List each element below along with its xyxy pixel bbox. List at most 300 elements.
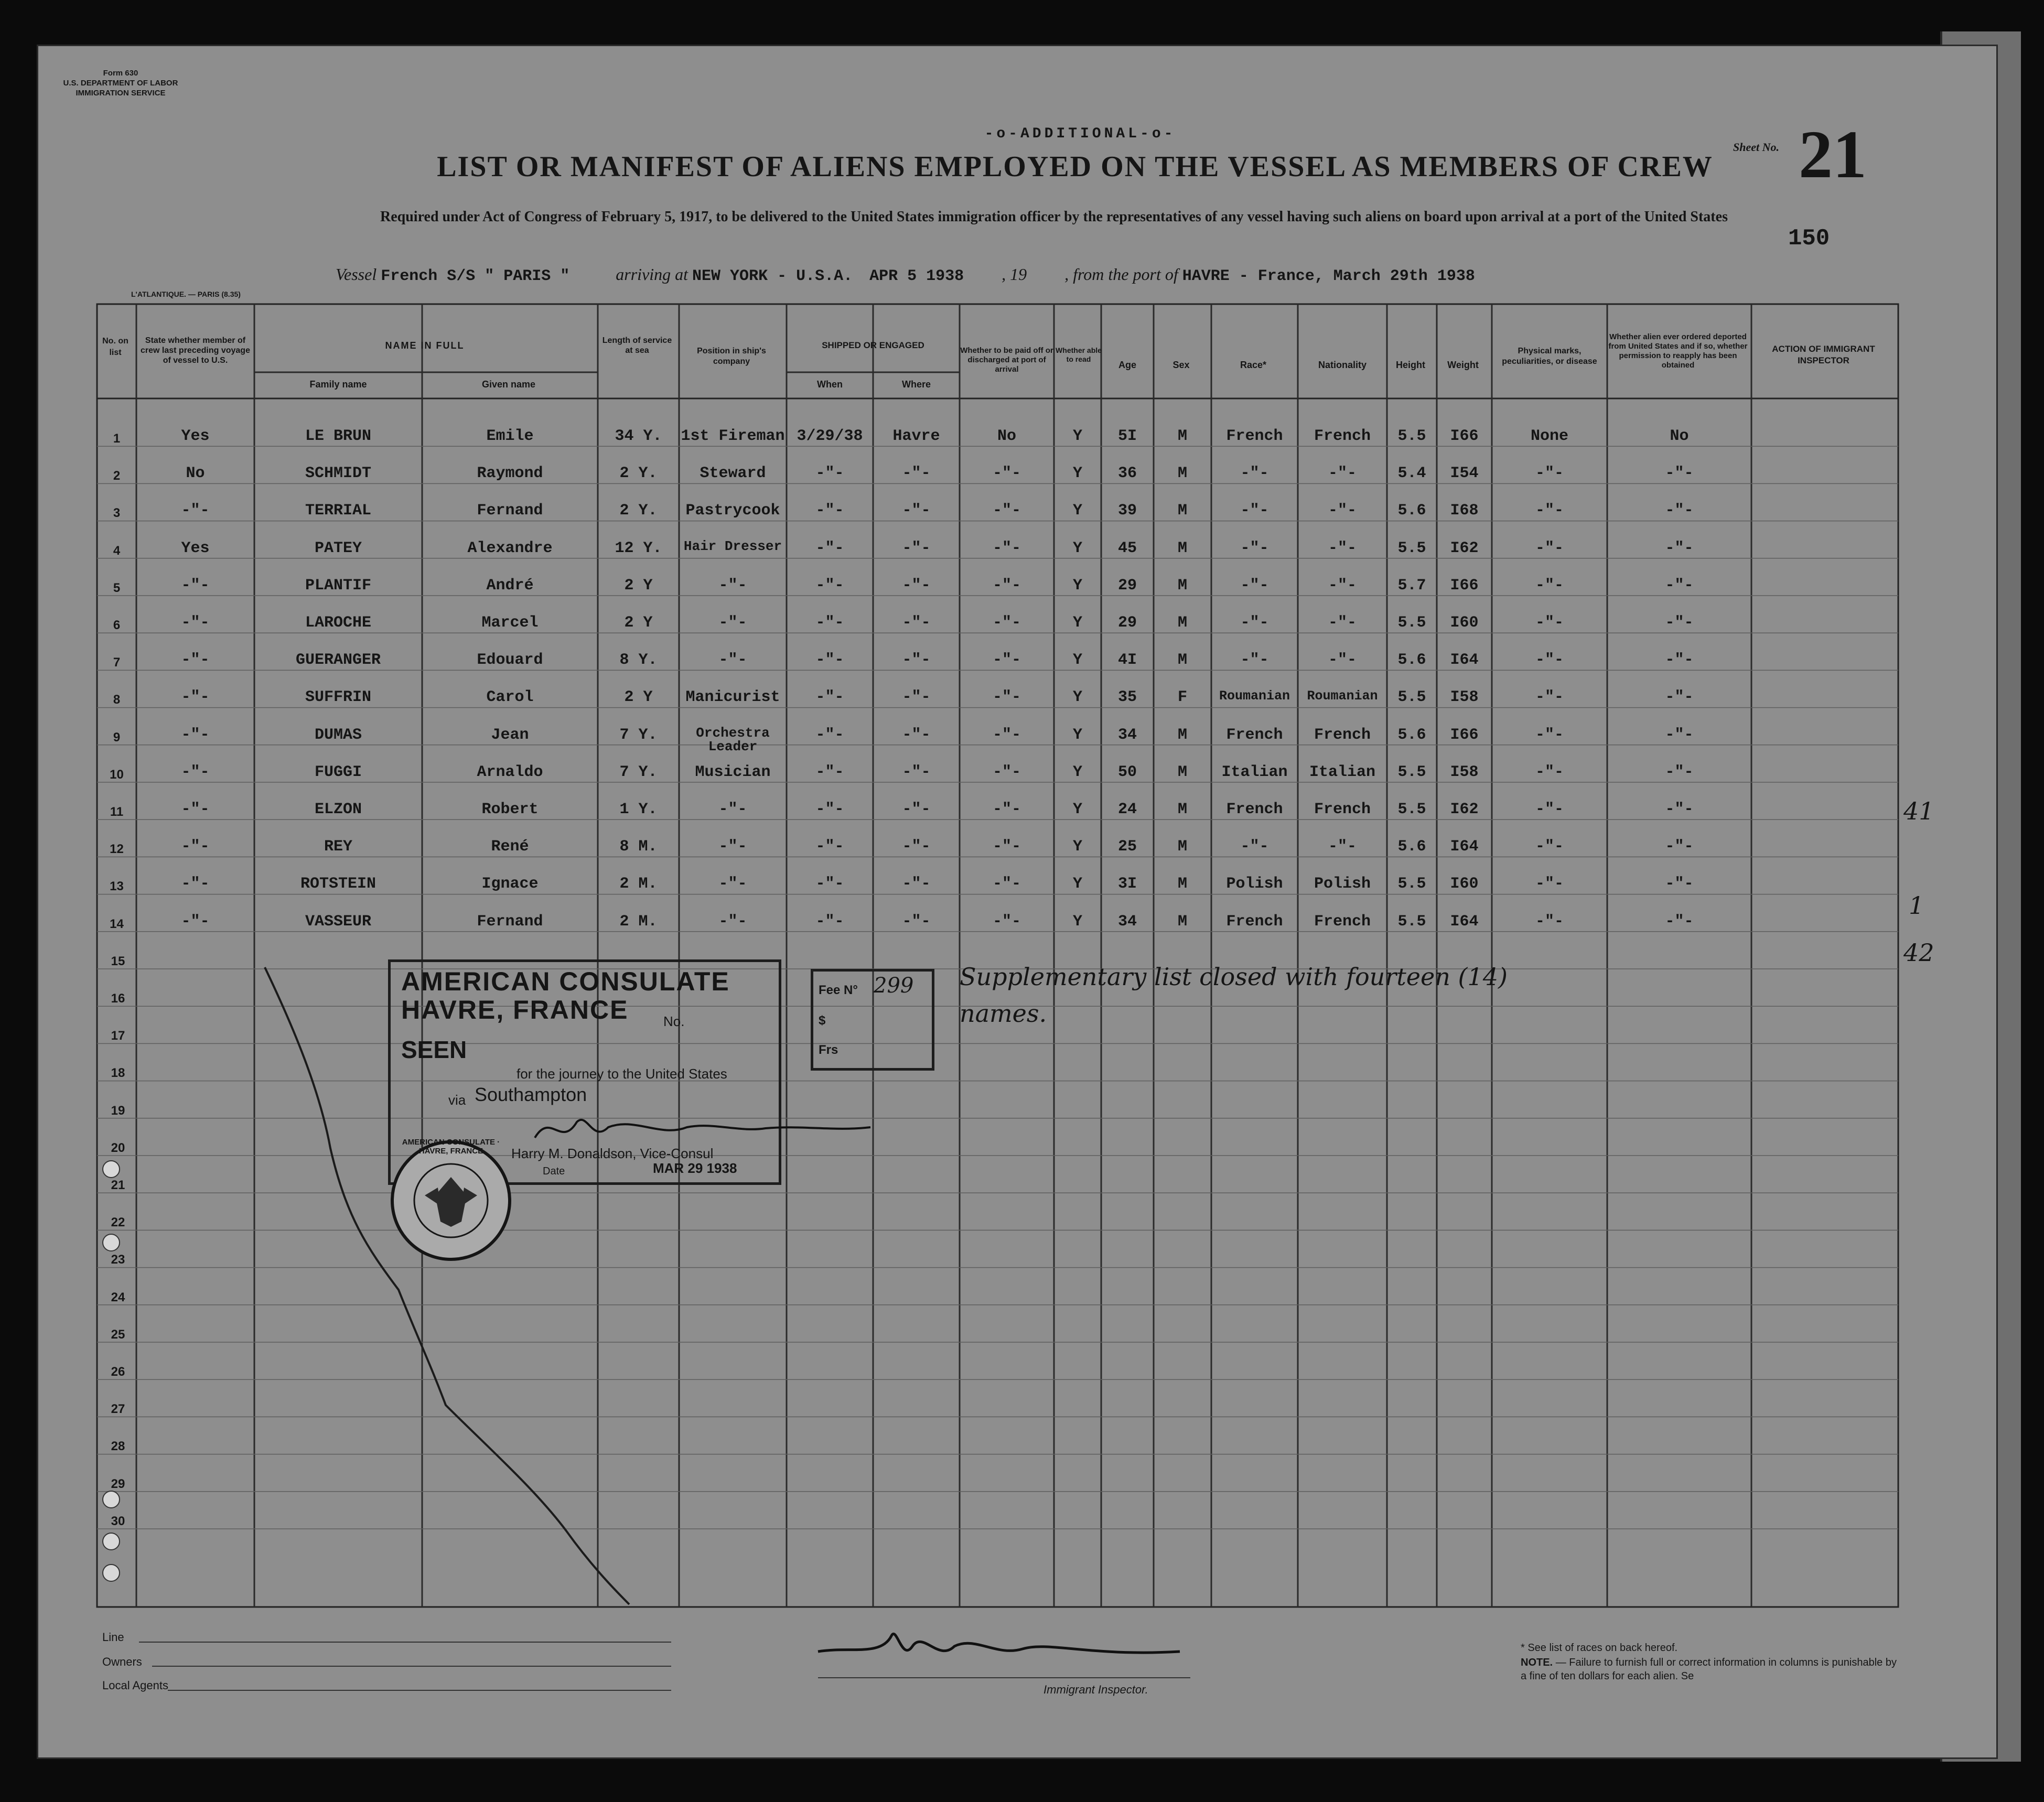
cell-no: 9: [113, 730, 121, 744]
cell-position: -"-: [718, 651, 747, 670]
cell-given: Edouard: [477, 651, 543, 670]
col-header-where: Where: [901, 379, 931, 390]
cell-age: 4I: [1117, 651, 1137, 670]
cell-sex: M: [1177, 838, 1187, 856]
cell-read: Y: [1072, 912, 1082, 931]
cell-height: 5.5: [1397, 801, 1426, 818]
cell-race: -"-: [1240, 576, 1269, 595]
cell-when: -"-: [815, 838, 844, 856]
cell-height: 5.5: [1397, 539, 1426, 557]
cell-prev: No: [186, 465, 205, 483]
cell-weight: I66: [1450, 726, 1479, 744]
cell-sex: M: [1177, 502, 1187, 520]
line-number: 26: [111, 1365, 125, 1379]
additional-label: -o-ADDITIONAL-o-: [984, 126, 1176, 142]
cell-height: 5.5: [1397, 688, 1426, 707]
cell-nat: -"-: [1328, 576, 1357, 595]
cell-no: 13: [110, 879, 124, 894]
footer-note: NOTE. — Failure to furnish full or correct information in columns is punishable by a fine of ten dollars for each alien. Se: [1521, 1657, 1897, 1682]
form-identifier: Form 630 U.S. DEPARTMENT OF LABOR IMMIGRATION SERVICE: [63, 69, 178, 98]
cell-deported: -"-: [1665, 763, 1694, 781]
cell-read: Y: [1072, 651, 1082, 670]
cell-paid: -"-: [992, 576, 1021, 595]
line-number: 22: [111, 1215, 125, 1230]
stamp-title: AMERICAN CONSULATE HAVRE, FRANCE: [401, 967, 730, 1024]
cell-prev: -"-: [181, 801, 210, 818]
cell-service: 8 Y.: [619, 651, 658, 670]
cell-race: French: [1226, 801, 1283, 818]
line-number: 16: [111, 991, 125, 1006]
cell-age: 45: [1117, 539, 1137, 557]
line-number: 15: [111, 954, 125, 968]
cell-position: Steward: [700, 465, 766, 483]
cell-when: -"-: [815, 688, 844, 707]
cell-when: -"-: [815, 465, 844, 483]
cell-when: -"-: [815, 576, 844, 595]
vessel-name: French S/S " PARIS ": [381, 267, 570, 285]
cell-height: 5.4: [1397, 465, 1426, 483]
cell-deported: -"-: [1665, 614, 1694, 632]
col-header-sex: Sex: [1172, 360, 1190, 370]
cell-service: 12 Y.: [615, 539, 662, 557]
cell-height: 5.5: [1397, 614, 1426, 632]
footer-line-label: Line: [102, 1631, 124, 1644]
cell-no: 14: [110, 916, 124, 931]
cell-paid: -"-: [992, 838, 1021, 856]
cell-family: SCHMIDT: [305, 465, 372, 483]
cell-given: Marcel: [481, 614, 539, 632]
cell-given: Raymond: [477, 465, 543, 483]
cell-where: -"-: [902, 726, 931, 744]
cell-age: 34: [1117, 912, 1137, 931]
cell-read: Y: [1072, 427, 1082, 445]
cell-nat: Italian: [1309, 763, 1376, 781]
line-number: 18: [111, 1066, 125, 1081]
cell-position: -"-: [718, 801, 747, 818]
col-header-family-name: Family name: [309, 379, 367, 390]
col-header-position: Position in ship's company: [697, 347, 766, 366]
cell-age: 24: [1117, 801, 1137, 818]
cell-sex: M: [1177, 801, 1187, 818]
cell-given: Jean: [491, 726, 529, 744]
cell-age: 29: [1117, 614, 1137, 632]
cell-read: Y: [1072, 838, 1082, 856]
cell-paid: -"-: [992, 763, 1021, 781]
cell-age: 35: [1117, 688, 1137, 707]
cell-read: Y: [1072, 465, 1082, 483]
cell-given: René: [491, 838, 529, 856]
cell-marks: -"-: [1535, 502, 1564, 520]
cell-prev: -"-: [181, 576, 210, 595]
cell-race: -"-: [1240, 838, 1269, 856]
line-number: 23: [111, 1253, 125, 1267]
cell-marks: -"-: [1535, 726, 1564, 744]
cell-service: 1 Y.: [619, 801, 658, 818]
cell-position: -"-: [718, 912, 747, 931]
cell-marks: -"-: [1535, 539, 1564, 557]
cell-read: Y: [1072, 576, 1082, 595]
cell-service: 34 Y.: [615, 427, 662, 445]
cell-weight: I54: [1450, 465, 1479, 483]
cell-weight: I68: [1450, 502, 1479, 520]
line-number: 28: [111, 1439, 125, 1454]
cell-deported: -"-: [1665, 465, 1694, 483]
cell-height: 5.5: [1397, 912, 1426, 931]
cell-family: GUERANGER: [295, 651, 381, 670]
cell-family: PATEY: [314, 539, 362, 557]
cell-nat: -"-: [1328, 539, 1357, 557]
cell-marks: -"-: [1535, 801, 1564, 818]
cell-position: Orchestra Leader: [696, 725, 770, 754]
cell-prev: -"-: [181, 912, 210, 931]
cell-weight: I58: [1450, 688, 1479, 707]
line-number: 21: [111, 1178, 125, 1192]
cell-service: 2 Y: [624, 614, 653, 632]
cell-marks: -"-: [1535, 465, 1564, 483]
cell-when: -"-: [815, 912, 844, 931]
col-header-physical-marks: Physical marks, peculiarities, or disease: [1502, 347, 1597, 366]
line-number: 19: [111, 1103, 125, 1118]
cell-service: 2 Y.: [619, 465, 658, 483]
cell-race: French: [1226, 427, 1283, 445]
cell-race: -"-: [1240, 502, 1269, 520]
col-header-deported: Whether alien ever ordered deported from United States and if so, whether permission to reapply has been obtained: [1608, 332, 1748, 370]
cell-prev: -"-: [181, 502, 210, 520]
year-label: , 19: [1002, 265, 1027, 284]
cell-sex: F: [1177, 688, 1187, 707]
cell-read: Y: [1072, 502, 1082, 520]
cell-read: Y: [1072, 726, 1082, 744]
cell-weight: I62: [1450, 539, 1479, 557]
cell-service: 2 M.: [619, 912, 658, 931]
cell-family: DUMAS: [314, 726, 362, 744]
cell-deported: -"-: [1665, 502, 1694, 520]
cell-marks: -"-: [1535, 614, 1564, 632]
cell-height: 5.7: [1397, 576, 1426, 595]
cell-service: 8 M.: [619, 838, 658, 856]
cell-race: -"-: [1240, 651, 1269, 670]
cell-sex: M: [1177, 875, 1187, 893]
cell-sex: M: [1177, 763, 1187, 781]
cell-race: French: [1226, 912, 1283, 931]
cell-given: Carol: [486, 688, 534, 707]
cell-deported: -"-: [1665, 875, 1694, 893]
cell-paid: -"-: [992, 502, 1021, 520]
cell-when: -"-: [815, 539, 844, 557]
cell-sex: M: [1177, 427, 1187, 445]
cell-prev: -"-: [181, 651, 210, 670]
cell-nat: French: [1314, 427, 1371, 445]
cell-deported: -"-: [1665, 688, 1694, 707]
cell-family: REY: [324, 838, 352, 856]
cell-height: 5.6: [1397, 726, 1426, 744]
cell-deported: -"-: [1665, 651, 1694, 670]
cell-no: 4: [113, 543, 121, 558]
cell-family: ELZON: [314, 801, 362, 818]
cell-service: 2 Y: [624, 688, 653, 707]
cell-family: FUGGI: [314, 763, 362, 781]
cell-position: -"-: [718, 875, 747, 893]
cell-service: 7 Y.: [619, 726, 658, 744]
cell-paid: -"-: [992, 688, 1021, 707]
cell-position: -"-: [718, 838, 747, 856]
cell-family: LE BRUN: [305, 427, 372, 445]
cell-sex: M: [1177, 465, 1187, 483]
arriving-port: NEW YORK - U.S.A.: [692, 267, 853, 285]
cell-where: Havre: [892, 427, 940, 445]
cell-nat: -"-: [1328, 614, 1357, 632]
cell-family: VASSEUR: [305, 912, 372, 931]
cell-read: Y: [1072, 875, 1082, 893]
cell-prev: Yes: [181, 539, 210, 557]
cell-service: 2 M.: [619, 875, 658, 893]
cell-race: -"-: [1240, 539, 1269, 557]
line-number: 25: [111, 1327, 125, 1342]
cell-deported: -"-: [1665, 912, 1694, 931]
cell-race: -"-: [1240, 614, 1269, 632]
stamp-via-value: Southampton: [475, 1084, 587, 1105]
cell-paid: -"-: [992, 875, 1021, 893]
cell-height: 5.6: [1397, 502, 1426, 520]
col-header-weight: Weight: [1447, 360, 1479, 370]
col-header-age: Age: [1118, 360, 1136, 370]
cell-where: -"-: [902, 539, 931, 557]
cell-given: Arnaldo: [477, 763, 543, 781]
cell-marks: -"-: [1535, 763, 1564, 781]
cell-where: -"-: [902, 801, 931, 818]
cell-read: Y: [1072, 688, 1082, 707]
cell-no: 12: [110, 842, 124, 857]
cell-paid: -"-: [992, 465, 1021, 483]
cell-no: 11: [110, 805, 124, 819]
cell-prev: -"-: [181, 838, 210, 856]
cell-no: 8: [113, 693, 121, 707]
cell-sex: M: [1177, 726, 1187, 744]
cell-where: -"-: [902, 502, 931, 520]
cell-read: Y: [1072, 539, 1082, 557]
cell-service: 2 Y.: [619, 502, 658, 520]
stamp-no-label: No.: [663, 1013, 685, 1029]
cell-service: 2 Y: [624, 576, 653, 595]
cell-where: -"-: [902, 763, 931, 781]
cell-deported: No: [1670, 427, 1689, 445]
cell-race: -"-: [1240, 465, 1269, 483]
stamp-seen: SEEN: [401, 1036, 467, 1063]
cell-sex: M: [1177, 912, 1187, 931]
cell-weight: I60: [1450, 614, 1479, 632]
cell-position: Hair Dresser: [683, 538, 782, 554]
col-header-race: Race*: [1240, 360, 1267, 370]
cell-position: 1st Fireman: [681, 427, 785, 445]
cell-height: 5.6: [1397, 838, 1426, 856]
margin-number-2: 1: [1909, 891, 1924, 920]
line-number: 24: [111, 1290, 125, 1304]
cell-marks: -"-: [1535, 651, 1564, 670]
cell-paid: -"-: [992, 651, 1021, 670]
from-port: HAVRE - France, March 29th 1938: [1182, 267, 1475, 285]
handwritten-note: Supplementary list closed with fourteen (14) names.: [960, 963, 1508, 1028]
cell-family: LAROCHE: [305, 614, 372, 632]
col-header-read: Whether able to read: [1056, 346, 1102, 363]
cell-position: Musician: [695, 763, 771, 781]
sheet-number: 21: [1799, 117, 1867, 192]
cell-position: Manicurist: [685, 688, 780, 707]
cell-weight: I64: [1450, 838, 1479, 856]
cell-no: 3: [113, 506, 121, 521]
cell-no: 5: [113, 580, 121, 595]
cell-weight: I64: [1450, 912, 1479, 931]
cell-age: 39: [1117, 502, 1137, 520]
cell-no: 2: [113, 469, 121, 483]
cell-where: -"-: [902, 576, 931, 595]
cell-prev: -"-: [181, 763, 210, 781]
cell-nat: Roumanian: [1307, 688, 1378, 704]
cell-deported: -"-: [1665, 576, 1694, 595]
col-header-prev-voyage: State whether member of crew last preceding voyage of vessel to U.S.: [141, 336, 250, 365]
cell-age: 29: [1117, 576, 1137, 595]
col-header-no: No. on list: [102, 337, 128, 357]
cell-race: Roumanian: [1219, 688, 1290, 704]
col-header-given-name: Given name: [481, 379, 536, 390]
from-label: , from the port of: [1064, 265, 1178, 284]
cell-height: 5.5: [1397, 875, 1426, 893]
col-header-length: Length of service at sea: [602, 336, 672, 355]
line-number: 20: [111, 1140, 125, 1155]
cell-weight: I62: [1450, 801, 1479, 818]
cell-service: 7 Y.: [619, 763, 658, 781]
cell-prev: -"-: [181, 614, 210, 632]
cell-paid: -"-: [992, 912, 1021, 931]
col-header-height: Height: [1396, 360, 1425, 370]
cell-race: French: [1226, 726, 1283, 744]
cell-position: -"-: [718, 614, 747, 632]
col-header-shipped: SHIPPED OR ENGAGED: [822, 340, 924, 350]
line-number: 30: [111, 1514, 125, 1528]
cell-family: TERRIAL: [305, 502, 372, 520]
cell-family: SUFFRIN: [305, 688, 372, 707]
races-note: * See list of races on back hereof.: [1521, 1642, 1678, 1654]
cell-when: 3/29/38: [797, 427, 863, 445]
seal-lettering: AMERICAN CONSULATE · HAVRE, FRANCE: [402, 1138, 500, 1156]
cell-age: 36: [1117, 465, 1137, 483]
cell-age: 5I: [1117, 427, 1137, 445]
cell-height: 5.5: [1397, 427, 1426, 445]
cell-nat: -"-: [1328, 465, 1357, 483]
cell-age: 50: [1117, 763, 1137, 781]
cell-where: -"-: [902, 912, 931, 931]
col-header-action: ACTION OF IMMIGRANT INSPECTOR: [1772, 344, 1875, 365]
cell-family: ROTSTEIN: [300, 875, 376, 893]
stamp-consul: Harry M. Donaldson, Vice-Consul: [511, 1146, 714, 1161]
cell-paid: -"-: [992, 539, 1021, 557]
cell-paid: -"-: [992, 614, 1021, 632]
cell-sex: M: [1177, 539, 1187, 557]
fee-value: 299: [874, 974, 914, 998]
cell-marks: -"-: [1535, 688, 1564, 707]
cell-deported: -"-: [1665, 838, 1694, 856]
cell-read: Y: [1072, 801, 1082, 818]
line-number: 17: [111, 1029, 125, 1043]
page-title: LIST OR MANIFEST OF ALIENS EMPLOYED ON THE VESSEL AS MEMBERS OF CREW: [437, 150, 1713, 183]
col-header-nationality: Nationality: [1318, 360, 1367, 370]
cell-marks: None: [1530, 427, 1568, 445]
cell-deported: -"-: [1665, 539, 1694, 557]
cell-weight: I66: [1450, 427, 1479, 445]
sheet-label: Sheet No.: [1733, 141, 1779, 154]
annotation-number: 150: [1788, 225, 1830, 252]
cell-sex: M: [1177, 651, 1187, 670]
cell-position: -"-: [718, 576, 747, 595]
cell-read: Y: [1072, 763, 1082, 781]
fee-label: Fee N°: [819, 983, 858, 997]
inspector-signature: [818, 1634, 1180, 1653]
cell-marks: -"-: [1535, 838, 1564, 856]
cell-when: -"-: [815, 726, 844, 744]
cell-race: Polish: [1226, 875, 1283, 893]
cell-paid: -"-: [992, 801, 1021, 818]
cell-no: 6: [113, 618, 121, 632]
cell-age: 25: [1117, 838, 1137, 856]
page-subtitle: Required under Act of Congress of February 5, 1917, to be delivered to the United States immigration officer by the representatives of any vessel having such aliens on board upon arrival at a port of the United States: [380, 209, 1728, 225]
cell-nat: Polish: [1314, 875, 1371, 893]
cell-deported: -"-: [1665, 801, 1694, 818]
cell-prev: Yes: [181, 427, 210, 445]
cell-weight: I64: [1450, 651, 1479, 670]
cell-nat: -"-: [1328, 502, 1357, 520]
cell-given: Emile: [486, 427, 534, 445]
cell-nat: -"-: [1328, 651, 1357, 670]
footer-owners-label: Owners: [102, 1655, 142, 1668]
cell-sex: M: [1177, 614, 1187, 632]
cell-marks: -"-: [1535, 912, 1564, 931]
cell-height: 5.6: [1397, 651, 1426, 670]
cell-where: -"-: [902, 465, 931, 483]
cell-no: 10: [110, 767, 124, 782]
margin-number-1: 41: [1903, 797, 1934, 825]
cell-when: -"-: [815, 502, 844, 520]
cell-weight: I66: [1450, 576, 1479, 595]
cell-where: -"-: [902, 875, 931, 893]
fee-frs-label: Frs: [819, 1043, 838, 1057]
cell-family: PLANTIF: [305, 576, 372, 595]
cell-prev: -"-: [181, 875, 210, 893]
cell-no: 7: [113, 655, 121, 670]
cell-when: -"-: [815, 614, 844, 632]
cell-sex: M: [1177, 576, 1187, 595]
line-number: 29: [111, 1476, 125, 1491]
vessel-label: Vessel: [336, 265, 377, 284]
cell-weight: I60: [1450, 875, 1479, 893]
arriving-label: arriving at: [616, 265, 688, 284]
cell-prev: -"-: [181, 688, 210, 707]
stamp-date-value: MAR 29 1938: [653, 1160, 737, 1176]
col-header-paid-off: Whether to be paid off or discharged at port of arrival: [960, 346, 1053, 374]
cell-weight: I58: [1450, 763, 1479, 781]
stamp-journey: for the journey to the United States: [517, 1066, 727, 1082]
margin-number-3: 42: [1903, 938, 1934, 967]
cell-read: Y: [1072, 614, 1082, 632]
cell-where: -"-: [902, 651, 931, 670]
cell-given: Robert: [481, 801, 539, 818]
cell-prev: -"-: [181, 726, 210, 744]
footer-agents-label: Local Agents: [102, 1679, 168, 1692]
fee-dollar-label: $: [819, 1013, 826, 1028]
cell-where: -"-: [902, 838, 931, 856]
cell-nat: French: [1314, 801, 1371, 818]
cell-given: Ignace: [481, 875, 539, 893]
cell-nat: French: [1314, 726, 1371, 744]
arrival-date: APR 5 1938: [869, 267, 964, 285]
